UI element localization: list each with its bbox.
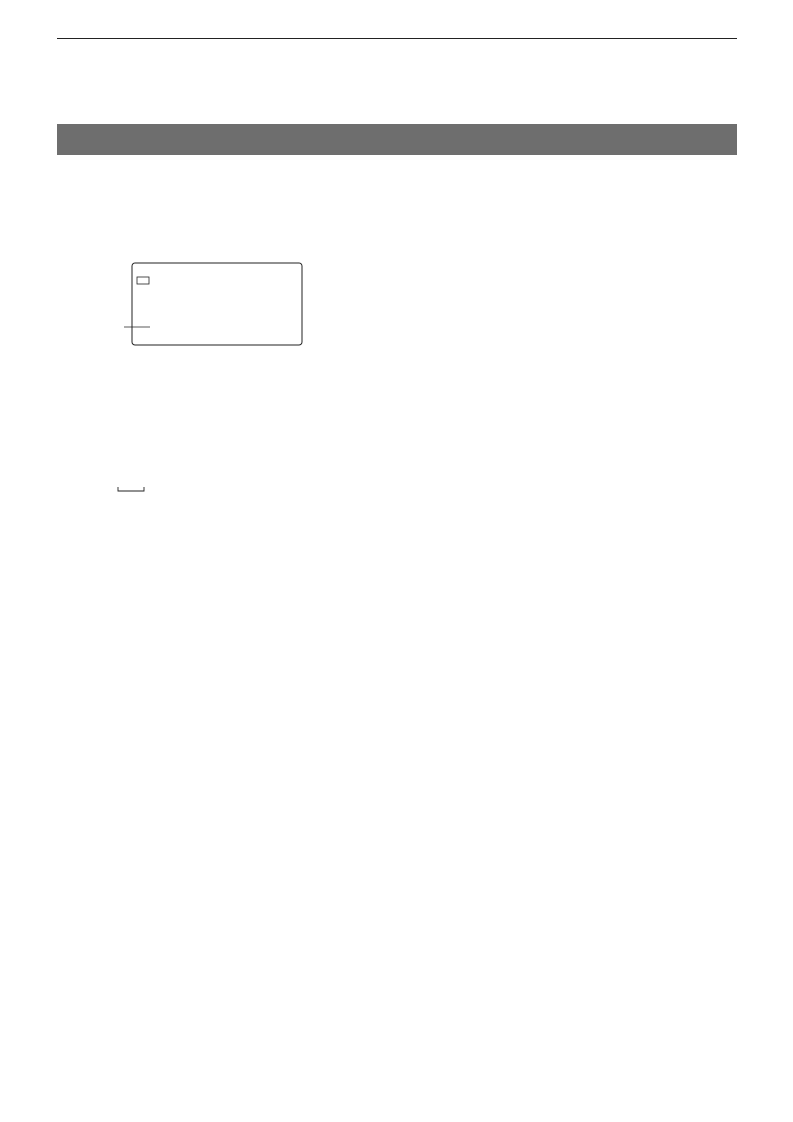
swr-meter bbox=[100, 452, 290, 514]
range-bracket bbox=[118, 487, 144, 491]
section-header bbox=[57, 124, 737, 155]
lcd-frame bbox=[132, 263, 302, 345]
step-1 bbox=[57, 214, 79, 228]
swr-meter-illustration bbox=[100, 452, 290, 514]
header-rule bbox=[57, 38, 737, 39]
step-4 bbox=[57, 376, 79, 390]
lcd-display bbox=[80, 262, 310, 350]
step-2 bbox=[57, 231, 79, 245]
step-3 bbox=[57, 360, 79, 374]
lcd-illustration bbox=[80, 262, 310, 350]
